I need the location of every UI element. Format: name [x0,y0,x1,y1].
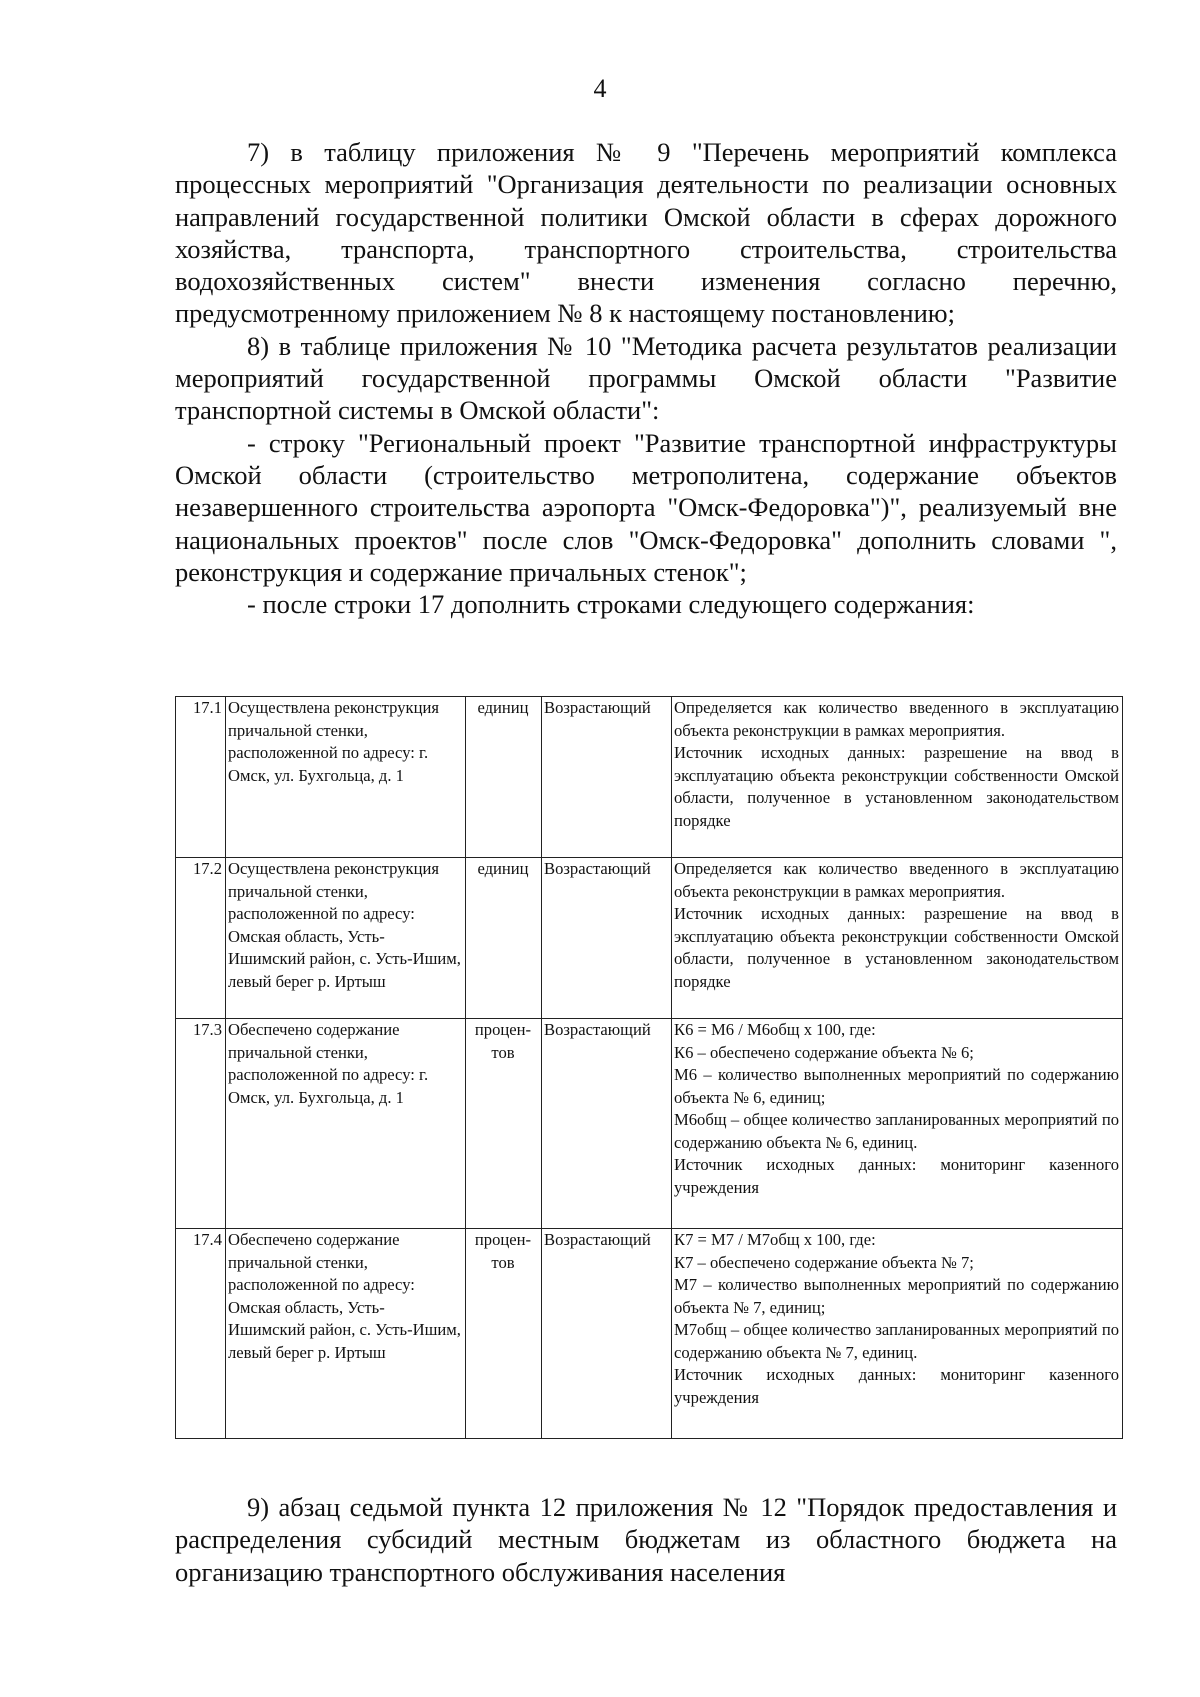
method-line: К6 – обеспечено содержание объекта № 6; [674,1042,974,1062]
paragraph-amend-row: - строку "Региональный проект "Развитие транспортной инфраструктуры Омской области (строительство метрополитена, содержание объектов незавершенного строительства аэропорта "Омск-Федоровка")", реализуемый вне национальных проектов" после слов "Омск-Федоровка" дополнить словами ", реконструкция и содержание причальных стенок"; [175,427,1117,587]
row-number: 17.2 [176,858,226,1019]
method-line: Источник исходных данных: разрешение на ввод в эксплуатацию объекта реконструкции собственности Омской области, полученное в установленном законодательством порядке [674,743,1119,830]
result-name: Обеспечено содержание причальной стенки, расположенной по адресу: Омская область, Усть-Ишимский район, с. Усть-Ишим, левый берег р. Иртыш [226,1229,466,1439]
calculation-method [672,1229,1123,1439]
paragraph-add-rows: - после строки 17 дополнить строками следующего содержания: [247,589,975,620]
method-line: Источник исходных данных: разрешение на ввод в эксплуатацию объекта реконструкции собственности Омской области, полученное в установленном законодательством порядке [674,904,1119,991]
method-line: К6 = М6 / М6общ х 100, где: [674,1020,876,1039]
table-row [176,697,1123,858]
method-line: Источник исходных данных: мониторинг казенного учреждения [674,1155,1119,1197]
calculation-method [672,697,1123,858]
document-body-top [175,136,1117,620]
unit-of-measure: единиц [466,858,542,1019]
trend-type: Возрастающий [542,697,672,858]
page-number: 4 [593,74,607,103]
row-number: 17.4 [176,1229,226,1439]
result-name: Обеспечено содержание причальной стенки, расположенной по адресу: г. Омск, ул. Бухгольца, д. 1 [226,1019,466,1229]
method-line: Источник исходных данных: мониторинг казенного учреждения [674,1365,1119,1407]
table-row [176,1019,1123,1229]
method-line: Определяется как количество введенного в эксплуатацию объекта реконструкции в рамках мероприятия. [674,859,1119,901]
calculation-method [672,1019,1123,1229]
calculation-method [672,858,1123,1019]
methodology-table [175,696,1123,1439]
row-number: 17.1 [176,697,226,858]
trend-type: Возрастающий [542,858,672,1019]
method-line: К7 = М7 / М7общ х 100, где: [674,1230,876,1249]
unit-of-measure: процен-тов [466,1229,542,1439]
result-name: Осуществлена реконструкция причальной стенки, расположенной по адресу: г. Омск, ул. Бухгольца, д. 1 [226,697,466,858]
table-row [176,1229,1123,1439]
row-number: 17.3 [176,1019,226,1229]
method-line: М6общ – общее количество запланированных мероприятий по содержанию объекта № 6, единиц. [674,1110,1119,1152]
method-line: К7 – обеспечено содержание объекта № 7; [674,1252,974,1272]
document-body-bottom [175,1491,1117,1588]
table-row [176,858,1123,1019]
paragraph-item-9: 9) абзац седьмой пункта 12 приложения № 12 "Порядок предоставления и распределения субсидий местным бюджетам из областного бюджета на организацию транспортного обслуживания населения [175,1492,1117,1587]
method-line: М7общ – общее количество запланированных мероприятий по содержанию объекта № 7, единиц. [674,1320,1119,1362]
unit-of-measure: единиц [466,697,542,858]
paragraph-item-7: 7) в таблицу приложения № 9 "Перечень мероприятий комплекса процессных мероприятий "Организация деятельности по реализации основных направлений государственной политики Омской области в сферах дорожного хозяйства, транспорта, транспортного строительства, строительства водохозяйственных систем" внести изменения согласно перечню, предусмотренному приложением № 8 к настоящему постановлению; [175,137,1117,329]
trend-type: Возрастающий [542,1229,672,1439]
method-line: М7 – количество выполненных мероприятий по содержанию объекта № 7, единиц; [674,1275,1119,1317]
unit-of-measure: процен-тов [466,1019,542,1229]
method-line: Определяется как количество введенного в эксплуатацию объекта реконструкции в рамках мероприятия. [674,698,1119,740]
result-name: Осуществлена реконструкция причальной стенки, расположенной по адресу: Омская область, Усть-Ишимский район, с. Усть-Ишим, левый берег р. Иртыш [226,858,466,1019]
method-line: М6 – количество выполненных мероприятий по содержанию объекта № 6, единиц; [674,1065,1119,1107]
paragraph-item-8: 8) в таблице приложения № 10 "Методика расчета результатов реализации мероприятий государственной программы Омской области "Развитие транспортной системы в Омской области": [175,330,1117,426]
trend-type: Возрастающий [542,1019,672,1229]
